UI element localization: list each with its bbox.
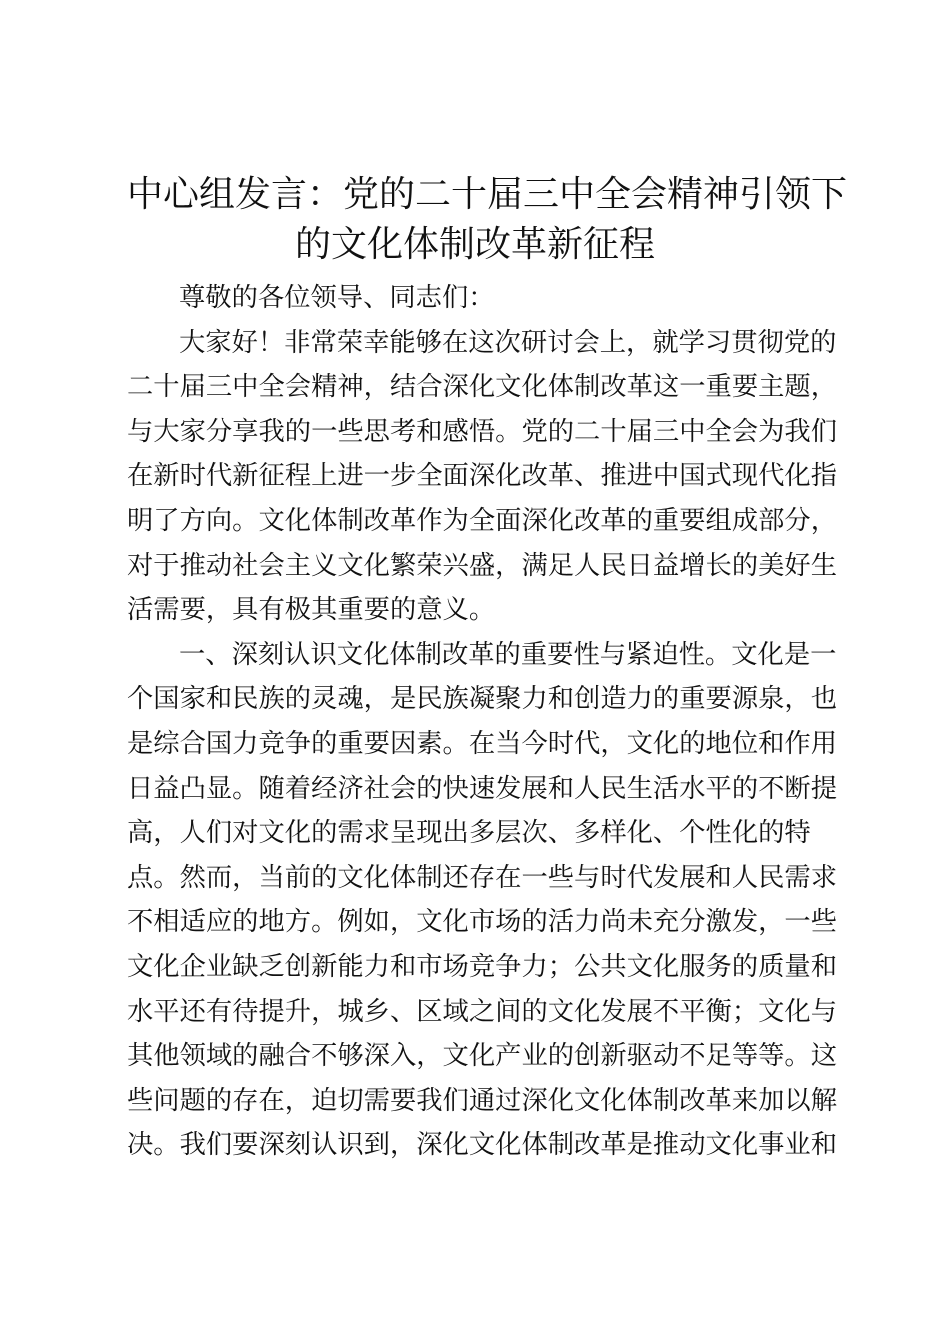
text-line: 些问题的存在，迫切需要我们通过深化文化体制改革来加以解 xyxy=(127,1085,838,1116)
text-line: 日益凸显。随着经济社会的快速发展和人民生活水平的不断提 xyxy=(127,773,838,804)
text-line: 文化企业缺乏创新能力和市场竞争力；公共文化服务的质量和 xyxy=(127,951,838,982)
salutation-paragraph xyxy=(127,276,823,321)
text-line: 明了方向。文化体制改革作为全面深化改革的重要组成部分， xyxy=(127,505,838,536)
document-title xyxy=(127,170,848,270)
text-line: 决。我们要深刻认识到，深化文化体制改革是推动文化事业和 xyxy=(127,1130,838,1161)
text-line: 是综合国力竞争的重要因素。在当今时代，文化的地位和作用 xyxy=(127,728,838,759)
text-line: 大家好！非常荣幸能够在这次研讨会上，就学习贯彻党的 xyxy=(179,327,837,358)
text-line: 一、深刻认识文化体制改革的重要性与紧迫性。文化是一 xyxy=(179,639,837,670)
text-line: 对于推动社会主义文化繁荣兴盛，满足人民日益增长的美好生 xyxy=(127,550,838,581)
text-line: 点。然而，当前的文化体制还存在一些与时代发展和人民需求 xyxy=(127,862,838,893)
text-line: 尊敬的各位领导、同志们： xyxy=(179,283,495,313)
text-line: 活需要，具有极其重要的意义。 xyxy=(127,595,496,626)
document-body xyxy=(127,276,838,1168)
title-line: 中心组发言：党的二十届三中全会精神引领下 xyxy=(127,174,848,215)
text-line: 水平还有待提升，城乡、区域之间的文化发展不平衡；文化与 xyxy=(127,996,838,1027)
text-line: 高，人们对文化的需求呈现出多层次、多样化、个性化的特 xyxy=(127,818,811,849)
text-line: 在新时代新征程上进一步全面深化改革、推进中国式现代化指 xyxy=(127,461,838,492)
opening-paragraph xyxy=(127,321,838,633)
text-line: 与大家分享我的一些思考和感悟。党的二十届三中全会为我们 xyxy=(127,416,838,447)
text-line: 个国家和民族的灵魂，是民族凝聚力和创造力的重要源泉，也 xyxy=(127,684,838,715)
text-line: 二十届三中全会精神，结合深化文化体制改革这一重要主题， xyxy=(127,372,838,403)
text-line: 其他领域的融合不够深入，文化产业的创新驱动不足等等。这 xyxy=(127,1041,838,1072)
section-one-paragraph xyxy=(127,633,838,1168)
title-line: 的文化体制改革新征程 xyxy=(294,224,655,265)
document-page xyxy=(127,170,848,1168)
text-line: 不相适应的地方。例如，文化市场的活力尚未充分激发，一些 xyxy=(127,907,838,938)
